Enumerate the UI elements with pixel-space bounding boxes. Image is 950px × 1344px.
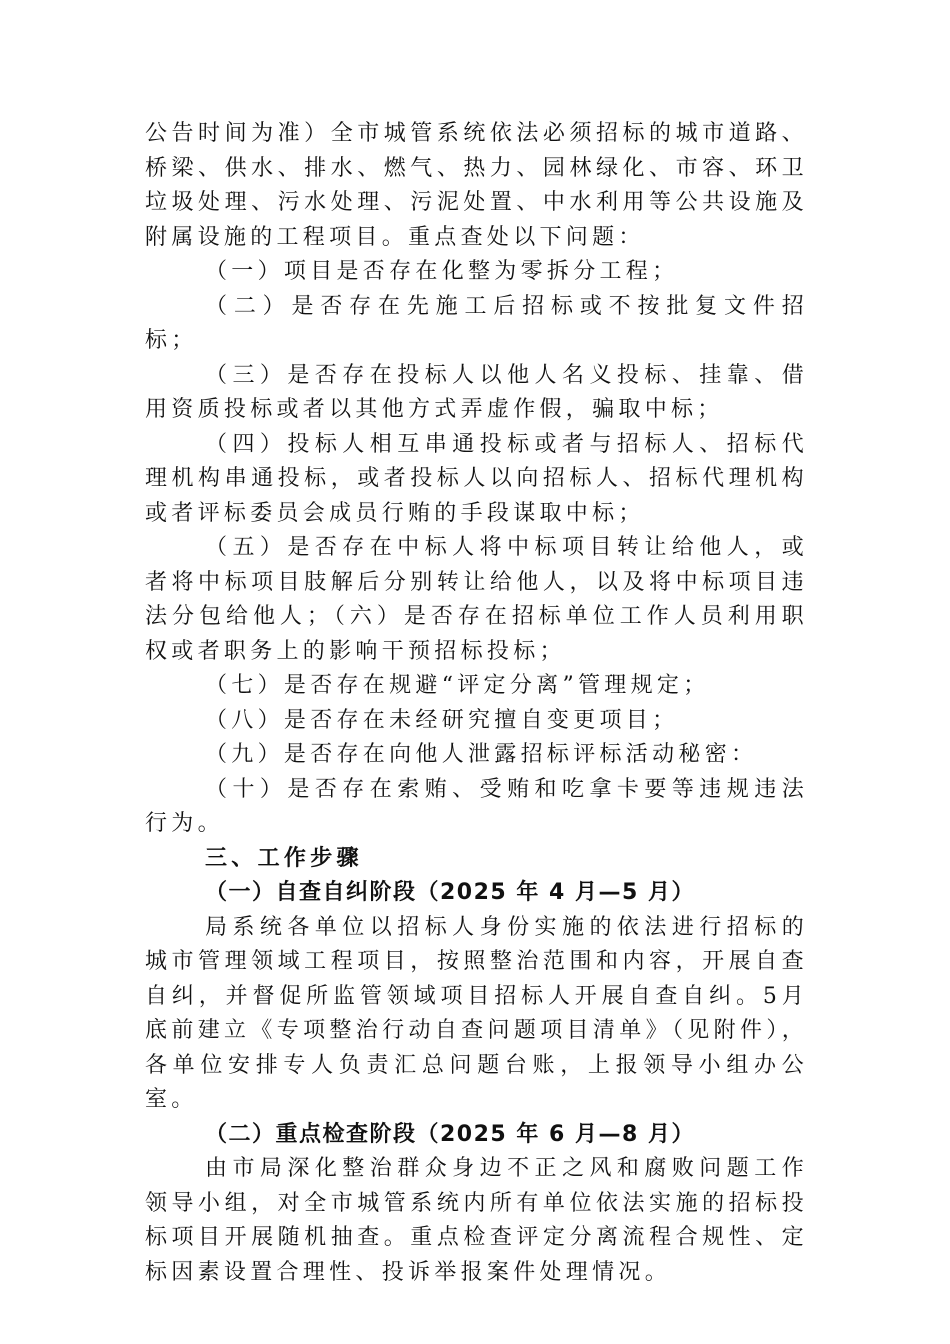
issue-item-4: （四）投标人相互串通投标或者与招标人、招标代理机构串通投标，或者投标人以向招标人、招标代理机构或者评标委员会成员行贿的手段谋取中标； [145, 431, 808, 526]
document-body [145, 117, 808, 1290]
paragraph-scope: 公告时间为准）全市城管系统依法必须招标的城市道路、桥梁、供水、排水、燃气、热力、园林绿化、市容、环卫垃圾处理、污水处理、污泥处置、中水利用等公共设施及附属设施的工程项目。重点查处以下问题： [145, 121, 808, 250]
paragraph-self-inspection: 局系统各单位以招标人身份实施的依法进行招标的城市管理领域工程项目，按照整治范围和内容，开展自查自纠，并督促所监管领域项目招标人开展自查自纠。5月底前建立《专项整治行动自查问题项目清单》（见附件），各单位安排专人负责汇总问题台账，上报领导小组办公室。 [145, 914, 808, 1112]
issue-item-8: （八）是否存在未经研究擅自变更项目； [205, 707, 679, 733]
issue-item-1: （一）项目是否存在化整为零拆分工程； [205, 259, 679, 284]
issue-item-3: （三）是否存在投标人以他人名义投标、挂靠、借用资质投标或者以其他方式弄虚作假，骗取中标； [145, 362, 808, 422]
issue-item-2: （二）是否存在先施工后招标或不按批复文件招标； [145, 293, 808, 353]
section-heading-work-steps: 三、工作步骤 [205, 845, 363, 871]
subheading-self-inspection: （一）自查自纠阶段（2025 年 4 月—5 月） [205, 880, 695, 905]
subheading-key-inspection: （二）重点检查阶段（2025 年 6 月—8 月） [205, 1121, 695, 1147]
paragraph-key-inspection: 由市局深化整治群众身边不正之风和腐败问题工作领导小组，对全市城管系统内所有单位依法实施的招标投标项目开展随机抽查。重点检查评定分离流程合规性、定标因素设置合理性、投诉举报案件处理情况。 [145, 1156, 808, 1285]
issue-item-10: （十）是否存在索贿、受贿和吃拿卡要等违规违法行为。 [145, 776, 808, 836]
issue-item-5-6: （五）是否存在中标人将中标项目转让给他人，或者将中标项目肢解后分别转让给他人，以及将中标项目违法分包给他人；（六）是否存在招标单位工作人员利用职权或者职务上的影响干预招标投标； [145, 535, 808, 664]
issue-item-7: （七）是否存在规避“评定分离”管理规定； [205, 673, 710, 698]
issue-item-9: （九）是否存在向他人泄露招标评标活动秘密： [205, 742, 758, 767]
